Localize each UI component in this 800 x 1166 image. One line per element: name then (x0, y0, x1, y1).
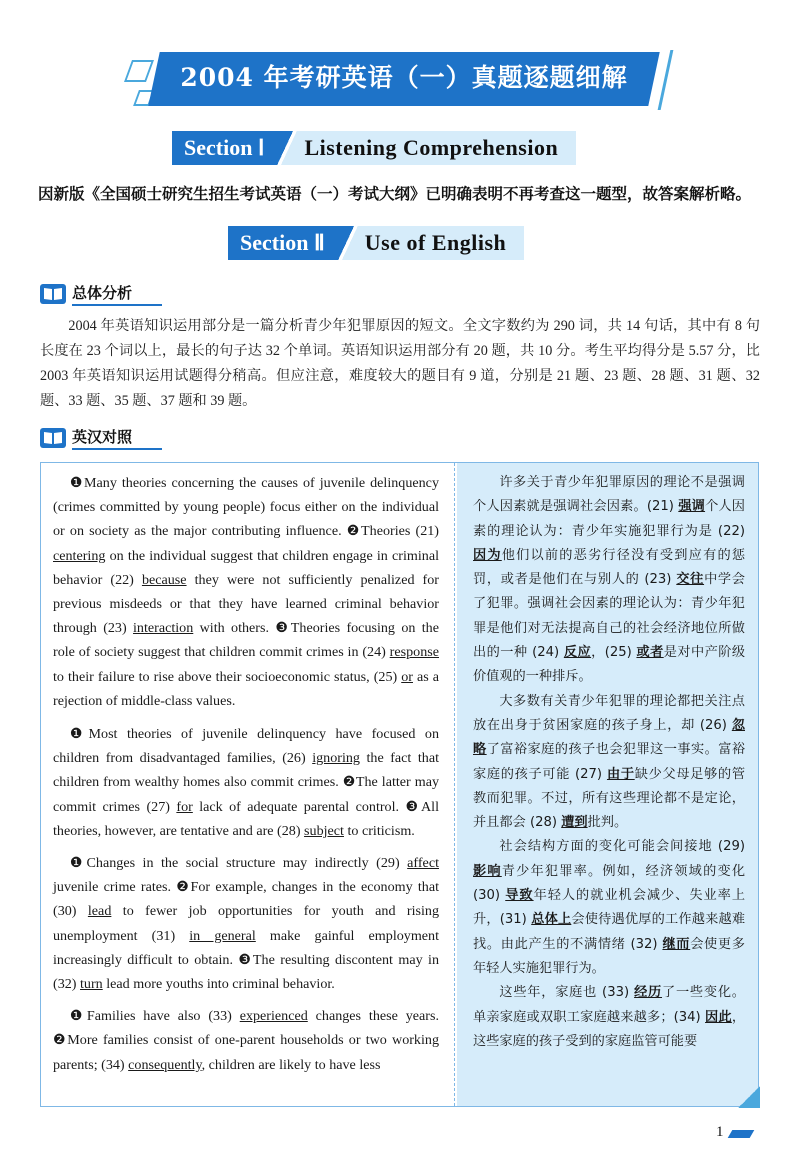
text-segment: 会使待遇优厚的工作越来越难找。由此产生的不满情绪 (32) (473, 912, 746, 952)
answer-word: 经历 (634, 985, 663, 1001)
text-segment: 社会结构方面的变化可能会间接地 (29) (499, 839, 745, 855)
column-divider (454, 463, 455, 1106)
answer-word: 遭到 (561, 815, 588, 831)
overview-paragraph: 2004 年英语知识运用部分是一篇分析青少年犯罪原因的短文。全文字数约为 290 词，共 14 句话，其中有 8 句长度在 23 个词以上，最长的句子达 32 个单词。英语知识运用部分有 20 题，共 10 分。考生平均得分是 5.57 分，比 2003 年英语知识运用试题得分稍高。但应注意，难度较大的题目有 9 道，分别是 21 题、23 题、28 题、31 题、32 题、33 题、35 题、37 题和 39 题。 (40, 318, 760, 409)
section-1-name: Listening Comprehension (298, 131, 576, 165)
answer-word: or (401, 668, 413, 685)
text-segment: lead more youths into criminal behavior. (102, 976, 335, 993)
text-segment: 个人因素的理论认为：青少年实施犯罪行为是 (22) (473, 499, 745, 539)
answer-word: affect (407, 855, 439, 872)
text-segment: with others. ❸Theories focusing on the role of society suggest that children commit crimes in (24) (53, 620, 439, 661)
answer-word: 反应 (563, 645, 592, 661)
text-segment: make gainful employment increasingly difficult to obtain. ❸The resulting discontent may in (32) (53, 927, 440, 993)
answer-word: experienced (239, 1008, 308, 1025)
chinese-paragraph (473, 835, 745, 981)
chinese-column (457, 463, 758, 1106)
text-segment: 批判。 (587, 815, 628, 831)
decoration-square (124, 60, 154, 82)
text-segment: 是对中产阶级价值观的一种排斥。 (473, 645, 746, 685)
chinese-paragraph (473, 471, 745, 690)
text-segment: on the individual suggest that children engage in criminal behavior (22) (53, 547, 439, 588)
chinese-text (473, 471, 745, 1054)
answer-word: 总体上 (531, 912, 572, 928)
text-segment: ，这些家庭的孩子受到的家庭监管可能要 (473, 1009, 746, 1049)
text-segment: 了一些变化。单亲家庭或双职工家庭越来越多；(34) (473, 985, 745, 1025)
text-segment: 会使更多年轻人实施犯罪行为。 (473, 936, 745, 976)
text-segment: 他们以前的恶劣行径没有受到应有的惩罚，或者是他们在与别人的 (23) (473, 547, 746, 588)
answer-word: in general (189, 927, 256, 944)
answer-word: 因此 (705, 1009, 732, 1025)
answer-word: centering (53, 547, 106, 564)
text-segment: ❶Families have also (33) (69, 1008, 240, 1025)
text-segment: juvenile crime rates. ❷For example, changes in the economy that (30) (53, 879, 439, 920)
text-segment: 这些年，家庭也 (33) (499, 985, 635, 1001)
corner-decoration (738, 1086, 760, 1108)
text-segment: 许多关于青少年犯罪原因的理论不是强调个人因素就是强调社会因素。(21) (473, 475, 745, 515)
overview-heading (40, 282, 162, 306)
section-1-number: Section Ⅰ (172, 131, 276, 165)
answer-word: subject (304, 822, 344, 839)
answer-word: interaction (133, 620, 194, 637)
text-segment: 大多数有关青少年犯罪的理论都把关注点放在出身于贫困家庭的孩子身上，却 (26) (473, 693, 745, 733)
answer-word: turn (80, 976, 103, 993)
text-segment: 青少年犯罪率。例如，经济领域的变化 (30) (473, 863, 746, 904)
answer-word: ignoring (312, 750, 360, 767)
section-2-name: Use of English (359, 226, 524, 260)
book-icon (40, 284, 66, 304)
page-number-decoration (728, 1130, 755, 1138)
answer-word: 忽略 (473, 717, 745, 758)
answer-word: 强调 (678, 499, 706, 515)
answer-word: 因为 (473, 547, 502, 563)
section-slash (337, 226, 359, 260)
chinese-paragraph (473, 690, 745, 836)
overview-heading-text: 总体分析 (72, 282, 162, 306)
compare-heading (40, 426, 162, 450)
notice-text: 因新版《全国硕士研究生招生考试英语（一）考试大纲》已明确表明不再考查这一题型，故答案解析略。 (38, 185, 752, 203)
english-paragraph (53, 471, 439, 713)
text-segment: 缺少父母足够的管教而犯罪。不过，所有这些理论都不是定论，并且都会 (28) (473, 766, 746, 831)
text-segment: the fact that children from wealthy homes also commit crimes. ❷The latter may commit crimes (27) (53, 750, 439, 815)
answer-word: for (176, 798, 193, 815)
answer-word: 导致 (505, 888, 534, 904)
section-slash (276, 131, 298, 165)
book-icon (40, 428, 66, 448)
answer-word: response (389, 644, 439, 661)
section-2-number: Section Ⅱ (228, 226, 337, 260)
text-segment: to their failure to rise above their socioeconomic status, (25) (53, 668, 402, 685)
page-title: 2004 年考研英语（一）真题逐题细解 (180, 63, 628, 92)
text-segment: 年轻人的就业机会减少、失业率上升，(31) (473, 888, 746, 928)
text-segment: ❶Changes in the social structure may indirectly (29) (69, 855, 408, 872)
english-paragraph (53, 722, 439, 843)
text-segment: they were not sufficiently penalized for previous misdeeds or that they have learned criminal behavior through (23) (53, 571, 439, 637)
text-segment: to fewer job opportunities for youth and rising unemployment (31) (53, 903, 439, 944)
text-segment: to criticism. (343, 822, 415, 839)
answer-word: 由于 (606, 766, 635, 782)
answer-word: 影响 (473, 863, 502, 879)
page-number: 1 (716, 1124, 724, 1140)
text-segment: changes these years. ❷More families consist of one-parent households or two working parents; (34) (53, 1008, 439, 1073)
text-segment: ，(25) (591, 645, 637, 661)
english-paragraph (53, 1004, 439, 1077)
answer-word: 交往 (676, 572, 705, 588)
title-banner (128, 50, 668, 112)
text-segment: lack of adequate parental control. ❸All theories, however, are tentative and are (28) (53, 798, 439, 839)
answer-word: because (141, 571, 187, 588)
section-1-header (172, 131, 576, 165)
chinese-paragraph (473, 981, 745, 1054)
english-column (53, 471, 439, 1085)
text-segment: ❶Most theories of juvenile delinquency have focused on children from disadvantaged families, (26) (53, 726, 439, 767)
answer-word: 继而 (662, 936, 691, 952)
text-segment: 了富裕家庭的孩子也会犯罪这一事实。富裕家庭的孩子可能 (27) (473, 742, 746, 782)
english-paragraph (53, 851, 439, 996)
text-segment: ❶Many theories concerning the causes of juvenile delinquency (crimes committed by young people) focus either on the individual or on society as the major contributing influence. ❷Theories (21) (53, 475, 439, 540)
bilingual-comparison-box (40, 462, 759, 1107)
text-segment: 中学会了犯罪。强调社会因素的理论认为：青少年犯罪是他们对无法提高自己的社会经济地位所做出的一种 (24) (473, 572, 745, 661)
compare-heading-text: 英汉对照 (72, 426, 162, 450)
answer-word: 或者 (636, 645, 664, 661)
text-segment: , children are likely to have less (201, 1056, 381, 1073)
section-2-header (228, 226, 524, 260)
answer-word: lead (87, 903, 112, 920)
text-segment: as a rejection of middle-class values. (53, 668, 440, 709)
answer-word: consequently (128, 1056, 202, 1073)
